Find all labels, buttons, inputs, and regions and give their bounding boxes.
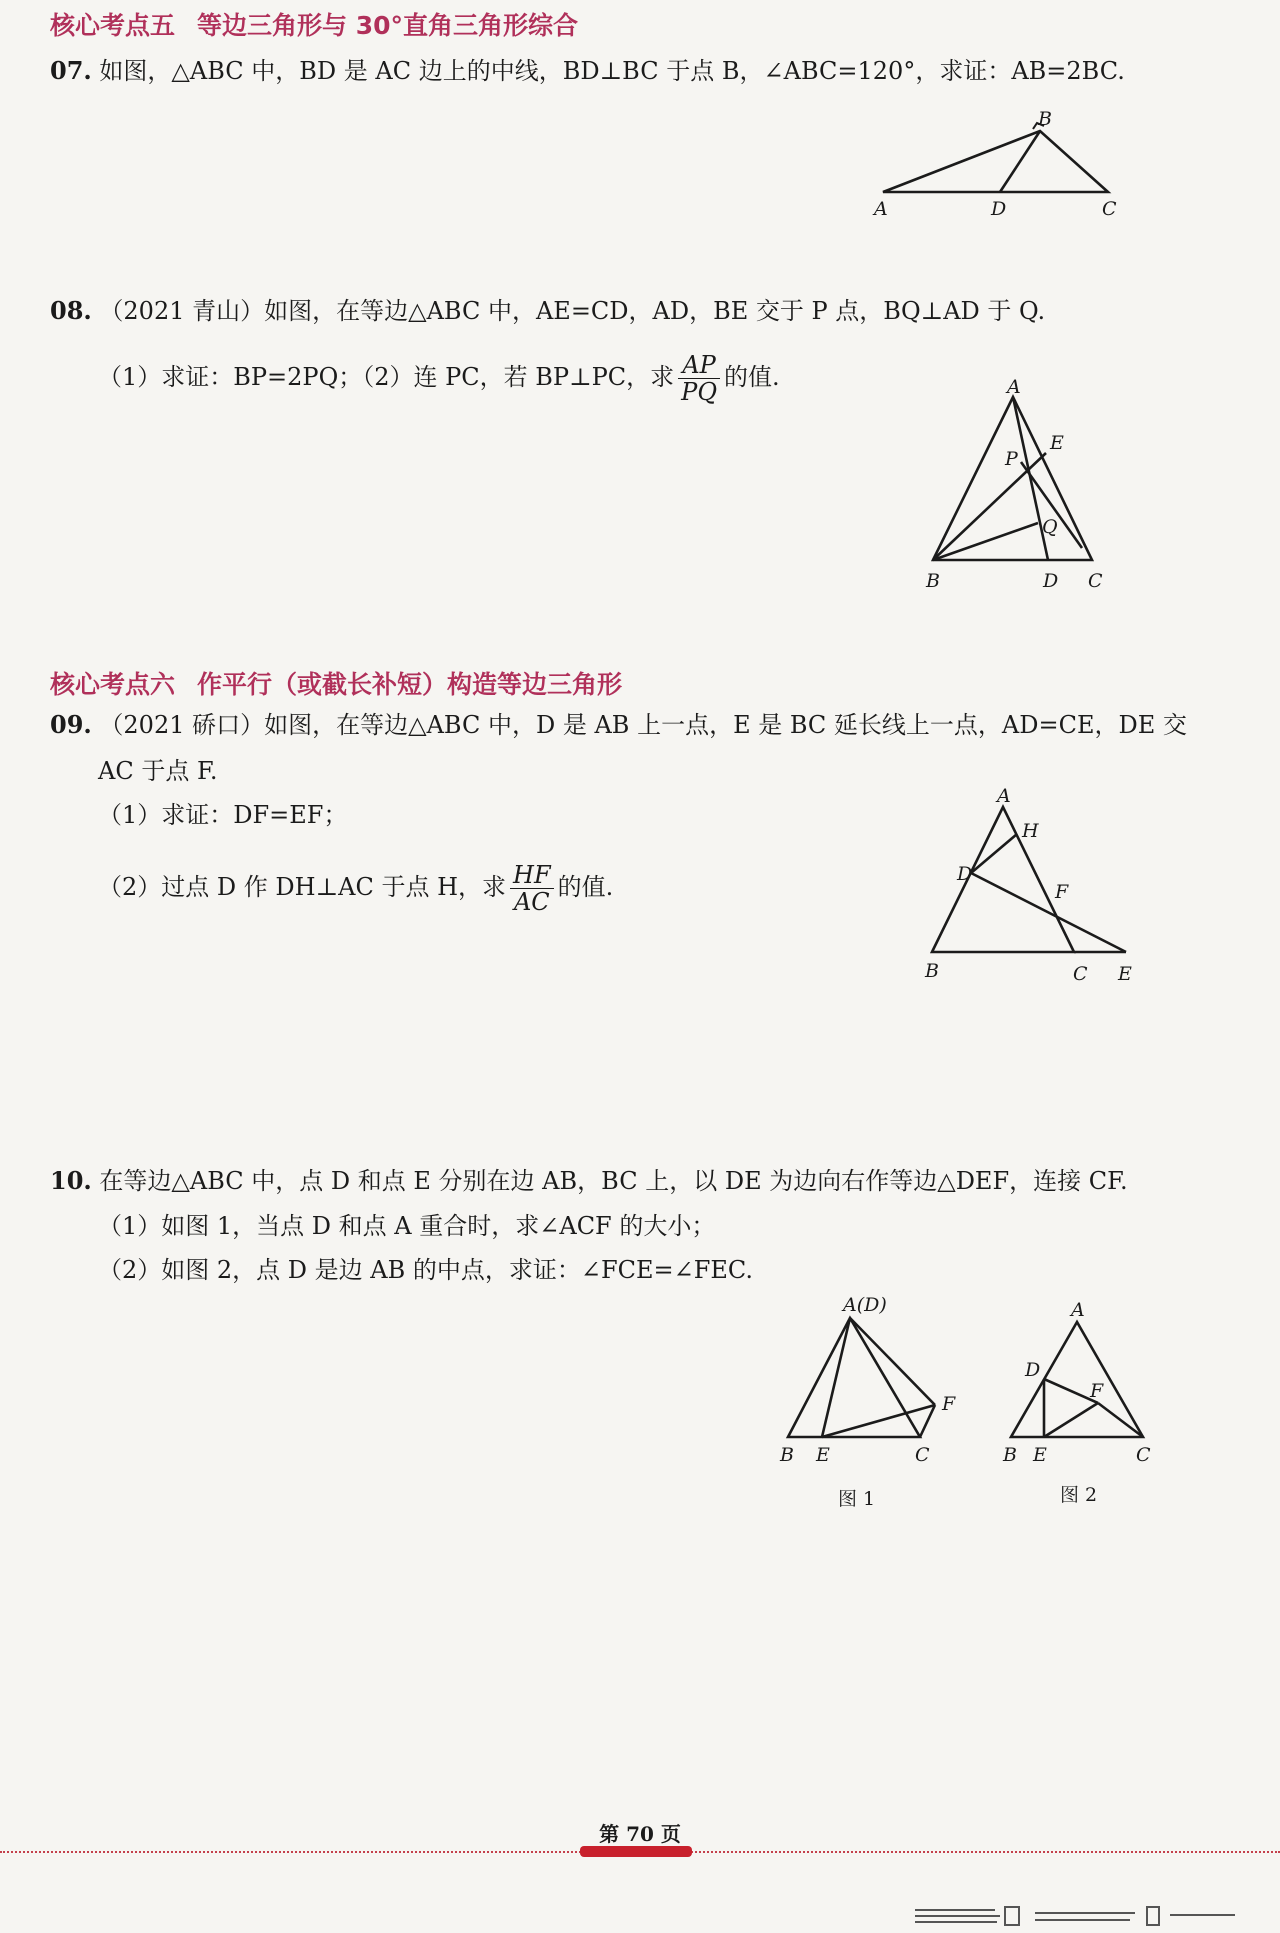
subpart-text: （2）如图 2，点 D 是边 AB 的中点，求证：∠FCE=∠FEC. — [98, 1256, 754, 1284]
triangle-abc — [883, 131, 1108, 192]
question-text: （2021 青山）如图，在等边△ABC 中，AE=CD，AD，BE 交于 P 点，BQ⊥AD 于 Q. — [99, 297, 1046, 325]
label-c: C — [1136, 1444, 1151, 1466]
label-c: C — [915, 1444, 930, 1466]
label-b: B — [925, 960, 939, 982]
figure-q07 — [870, 105, 1130, 225]
triangle-abc — [788, 1318, 920, 1437]
question-09-sub1 — [98, 800, 347, 830]
label-e: E — [1050, 432, 1064, 454]
label-b: B — [1038, 108, 1052, 130]
subpart-text: （1）求证：DF=EF； — [98, 801, 348, 829]
label-a: A — [997, 785, 1011, 807]
label-d: D — [991, 198, 1007, 220]
question-number: 07. — [50, 56, 92, 85]
question-number: 08. — [50, 296, 92, 325]
label-b: B — [780, 1444, 794, 1466]
segment-de — [971, 873, 1126, 952]
question-text: （2021 硚口）如图，在等边△ABC 中，D 是 AB 上一点，E 是 BC 延长线上一点，AD=CE，DE 交 — [99, 711, 1187, 739]
label-h: H — [1022, 820, 1039, 842]
question-10-sub1 — [98, 1211, 715, 1241]
question-number: 10. — [50, 1166, 92, 1195]
question-08-subparts — [98, 352, 780, 405]
figure-q10-2 — [1000, 1285, 1180, 1465]
segment-ef — [1044, 1403, 1098, 1437]
label-e: E — [1118, 963, 1132, 985]
fraction-denominator: PQ — [681, 378, 717, 406]
question-text: 如图，△ABC 中，BD 是 AC 边上的中线，BD⊥BC 于点 B，∠ABC=120°，求证：AB=2BC. — [99, 57, 1125, 85]
subpart-text: （1）如图 1，当点 D 和点 A 重合时，求∠ACF 的大小； — [98, 1212, 716, 1240]
figure-caption-1: 图 1 — [838, 1488, 876, 1510]
triangle-abc — [932, 807, 1074, 952]
label-e: E — [1033, 1444, 1047, 1466]
question-09-line2 — [98, 756, 218, 786]
triangle-abc — [933, 397, 1092, 560]
question-09 — [50, 710, 1187, 740]
segment-fc — [1098, 1403, 1143, 1437]
question-10 — [50, 1166, 1128, 1196]
section-header-5 — [50, 6, 578, 42]
segment-dh — [971, 834, 1017, 873]
fraction-numerator: HF — [510, 862, 554, 889]
label-f: F — [1055, 881, 1069, 903]
label-f: F — [942, 1393, 956, 1415]
label-c: C — [1088, 570, 1103, 592]
subpart-text: （2）过点 D 作 DH⊥AC 于点 H，求 — [98, 873, 507, 901]
subpart-end: 的值. — [724, 363, 780, 391]
question-08 — [50, 296, 1045, 326]
figure-q09 — [920, 785, 1140, 990]
label-a: A — [1007, 376, 1021, 398]
question-10-sub2 — [98, 1255, 753, 1285]
subpart-text: （1）求证：BP=2PQ；（2）连 PC，若 BP⊥PC，求 — [98, 363, 675, 391]
footer-accent-bar — [580, 1846, 692, 1857]
question-07 — [50, 56, 1125, 86]
label-a: A — [1071, 1299, 1085, 1321]
label-a: A — [874, 198, 888, 220]
subpart-end: 的值. — [557, 873, 614, 901]
label-d: D — [957, 863, 973, 885]
page-number: 第 70 页 — [599, 1822, 681, 1846]
fraction-numerator: AP — [678, 352, 720, 379]
fraction-denominator: AC — [513, 888, 550, 916]
label-b: B — [926, 570, 940, 592]
section-title: 等边三角形与 30°直角三角形综合 — [197, 11, 579, 40]
label-b: B — [1003, 1444, 1017, 1466]
segment-ae — [822, 1318, 850, 1437]
section-title: 作平行（或截长补短）构造等边三角形 — [197, 670, 623, 699]
figure-q10-1 — [770, 1285, 970, 1465]
question-text: 在等边△ABC 中，点 D 和点 E 分别在边 AB，BC 上，以 DE 为边向右作等边△DEF，连接 CF. — [99, 1167, 1128, 1195]
label-p: P — [1005, 448, 1018, 470]
fraction-hf-ac — [510, 862, 554, 915]
fraction-ap-pq — [678, 352, 720, 405]
label-c: C — [1102, 198, 1117, 220]
section-header-6 — [50, 665, 622, 701]
label-d: D — [1025, 1359, 1041, 1381]
label-e: E — [816, 1444, 830, 1466]
label-a-d: A(D) — [843, 1294, 887, 1316]
section-tag: 核心考点五 — [50, 11, 176, 40]
question-number: 09. — [50, 710, 92, 739]
section-tag: 核心考点六 — [50, 670, 176, 699]
label-f: F — [1090, 1380, 1104, 1402]
label-q: Q — [1042, 516, 1058, 538]
label-d: D — [1043, 570, 1059, 592]
decorative-strokes — [915, 1905, 1245, 1927]
question-09-sub2 — [98, 862, 613, 915]
figure-caption-2: 图 2 — [1060, 1484, 1098, 1506]
label-c: C — [1073, 963, 1088, 985]
figure-q08 — [920, 376, 1120, 600]
question-text-cont: AC 于点 F. — [98, 757, 218, 785]
